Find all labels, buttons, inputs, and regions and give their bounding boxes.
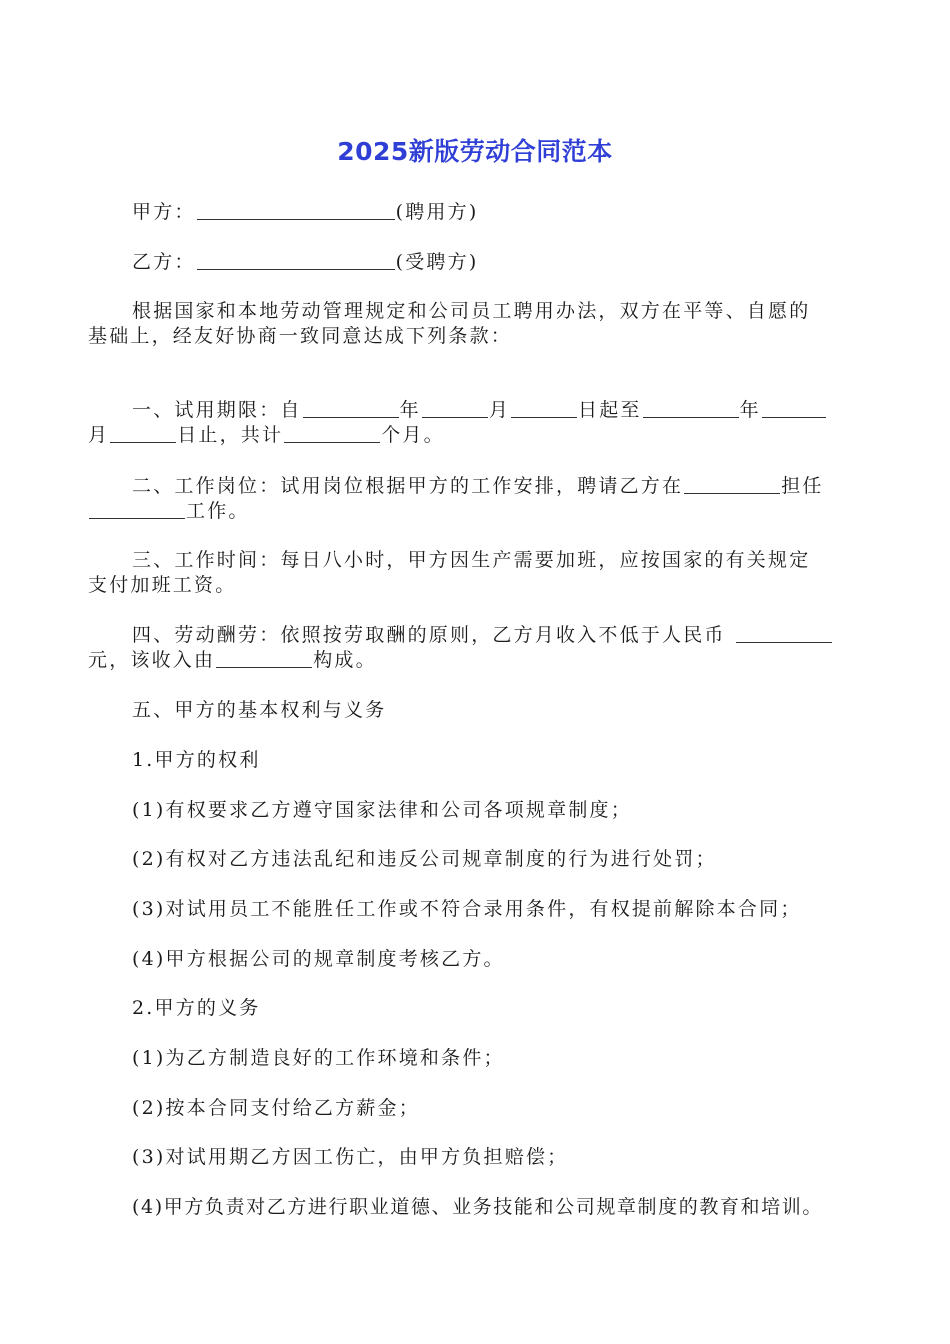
- clause-1-line-1: [88, 398, 863, 423]
- start-month-blank[interactable]: [422, 399, 488, 418]
- clause-1-line-2: [88, 423, 863, 448]
- duty-item-1: (1)为乙方制造良好的工作环境和条件；: [132, 1047, 505, 1069]
- clause-1-text: 一、试用期限：自: [132, 399, 302, 421]
- duty-item-2: (2)按本合同支付给乙方薪金；: [132, 1097, 420, 1119]
- month-label-2: 月: [88, 424, 110, 446]
- end-day-blank[interactable]: [110, 424, 176, 443]
- right-item-3: (3)对试用员工不能胜任工作或不符合录用条件，有权提前解除本合同；: [132, 898, 802, 920]
- clause-2-line-2: [88, 499, 863, 524]
- rights-heading: 1.甲方的权利: [132, 749, 261, 771]
- end-year-blank[interactable]: [643, 399, 739, 418]
- year-label-2: 年: [739, 399, 761, 421]
- party-b-line: [88, 250, 907, 275]
- composition-label: 构成。: [313, 649, 377, 671]
- months-label: 个月。: [381, 424, 445, 446]
- clause-4-line-2: [88, 648, 863, 673]
- duties-heading: 2.甲方的义务: [132, 997, 261, 1019]
- intro-line-1: 根据国家和本地劳动管理规定和公司员工聘用办法，双方在平等、自愿的: [132, 300, 811, 322]
- clause-4: [88, 623, 863, 673]
- right-item-1: (1)有权要求乙方遵守国家法律和公司各项规章制度；: [132, 799, 632, 821]
- month-label: 月: [488, 399, 511, 421]
- right-item-2: (2)有权对乙方违法乱纪和违反公司规章制度的行为进行处罚；: [132, 848, 717, 870]
- party-a-label: 甲方：: [132, 201, 196, 223]
- clause-3: [88, 548, 863, 598]
- intro-paragraph: [88, 299, 863, 349]
- clause-3-line-1: 三、工作时间：每日八小时，甲方因生产需要加班，应按国家的有关规定: [132, 549, 811, 571]
- clause-4-text: 四、劳动酬劳：依照按劳取酬的原则，乙方月收入不低于人民币: [132, 624, 726, 646]
- salary-blank[interactable]: [736, 624, 832, 643]
- start-year-blank[interactable]: [303, 399, 399, 418]
- end-month-blank[interactable]: [762, 399, 826, 418]
- yuan-label: 元，该收入由: [88, 649, 216, 671]
- duty-item-4: (4)甲方负责对乙方进行职业道德、业务技能和公司规章制度的教育和培训。: [132, 1196, 823, 1218]
- duty-item-3: (3)对试用期乙方因工伤亡，由甲方负担赔偿；: [132, 1146, 569, 1168]
- clause-5-heading: 五、甲方的基本权利与义务: [132, 699, 387, 721]
- serve-as-label: 担任: [781, 475, 824, 497]
- department-blank[interactable]: [684, 475, 780, 494]
- party-a-suffix: (聘用方): [395, 201, 479, 223]
- document-title: 2025新版劳动合同范本: [337, 137, 613, 166]
- until-label: 日起至: [578, 399, 642, 421]
- party-a-blank[interactable]: [197, 201, 395, 220]
- clause-4-line-1: [88, 623, 863, 648]
- salary-composition-blank[interactable]: [216, 649, 312, 668]
- clause-3-line-2: 支付加班工资。: [88, 574, 237, 596]
- position-blank[interactable]: [89, 500, 185, 519]
- intro-line-2: 基础上，经友好协商一致同意达成下列条款：: [88, 325, 513, 347]
- clause-2-line-1: [88, 474, 863, 499]
- total-label: 日止，共计: [177, 424, 284, 446]
- work-label: 工作。: [186, 500, 250, 522]
- party-b-label: 乙方：: [132, 251, 196, 273]
- clause-2-text: 二、工作岗位：试用岗位根据甲方的工作安排，聘请乙方在: [132, 475, 684, 497]
- party-a-line: [88, 200, 907, 225]
- year-label: 年: [399, 399, 421, 421]
- party-b-blank[interactable]: [197, 251, 395, 270]
- party-b-suffix: (受聘方): [395, 251, 479, 273]
- right-item-4: (4)甲方根据公司的规章制度考核乙方。: [132, 948, 505, 970]
- clause-2: [88, 474, 863, 524]
- clause-1: [88, 398, 863, 448]
- total-months-blank[interactable]: [284, 424, 380, 443]
- start-day-blank[interactable]: [511, 399, 577, 418]
